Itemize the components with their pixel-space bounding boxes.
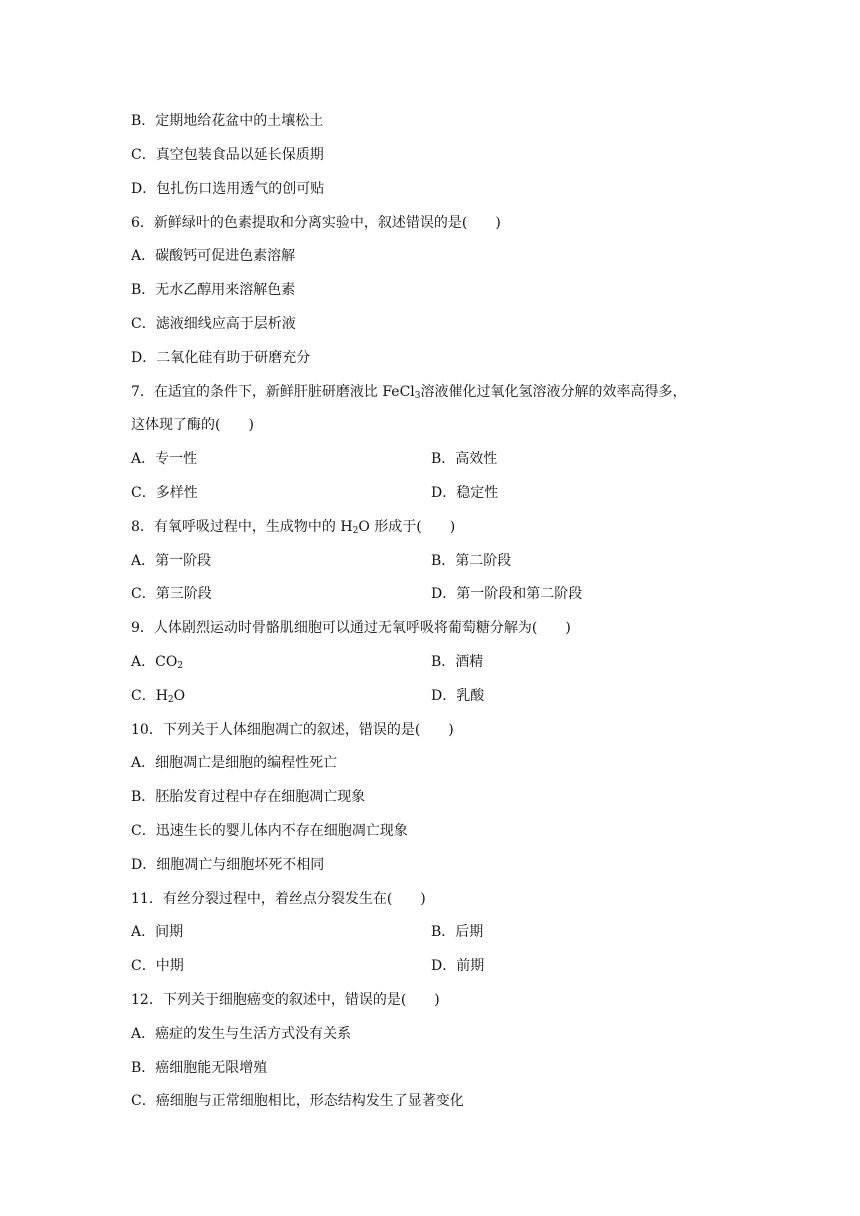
q7-option-b: B．高效性 (431, 451, 498, 467)
q9-option-a-text: A．CO (131, 654, 178, 670)
q7-stem-part2: 溶液催化过氧化氢溶液分解的效率高得多， (420, 384, 687, 400)
q11-option-c: C．中期 (131, 958, 184, 974)
q10-option-d: D．细胞凋亡与细胞坏死不相同 (131, 857, 325, 873)
q8-stem-part2: O 形成于( ) (358, 519, 456, 535)
q5-option-d: D．包扎伤口选用透气的创可贴 (131, 181, 325, 197)
q9-option-a-subscript: 2 (177, 661, 184, 671)
q7-stem-line2: 这体现了酶的( ) (131, 417, 254, 433)
q5-option-b: B．定期地给花盆中的土壤松土 (131, 113, 324, 129)
q11-option-b: B．后期 (431, 924, 484, 940)
q10-option-a: A．细胞凋亡是细胞的编程性死亡 (131, 755, 338, 771)
q9-option-c (131, 686, 185, 706)
q7-stem (131, 382, 687, 402)
q7-option-c: C．多样性 (131, 485, 198, 501)
q11-option-a: A．间期 (131, 924, 184, 940)
q7-option-a: A．专一性 (131, 451, 198, 467)
q9-option-c-subscript: 2 (167, 695, 174, 705)
q8-option-d: D．第一阶段和第二阶段 (431, 586, 583, 602)
q12-option-a: A．癌症的发生与生活方式没有关系 (131, 1026, 352, 1042)
q7-stem-subscript: 3 (414, 391, 421, 401)
q8-option-c: C．第三阶段 (131, 586, 212, 602)
q6-option-d: D．二氧化硅有助于研磨充分 (131, 350, 311, 366)
q12-stem: 12．下列关于细胞癌变的叙述中，错误的是( ) (131, 992, 440, 1008)
q11-option-d: D．前期 (431, 958, 485, 974)
q10-option-c: C．迅速生长的婴儿体内不存在细胞凋亡现象 (131, 823, 408, 839)
q10-option-b: B．胚胎发育过程中存在细胞凋亡现象 (131, 789, 366, 805)
q8-option-b: B．第二阶段 (431, 553, 512, 569)
q9-stem: 9．人体剧烈运动时骨骼肌细胞可以通过无氧呼吸将葡萄糖分解为( ) (131, 620, 571, 636)
q8-stem-part1: 8．有氧呼吸过程中，生成物中的 H (131, 519, 353, 535)
q7-option-d: D．稳定性 (431, 485, 499, 501)
q9-option-c-text2: O (173, 688, 186, 704)
q8-stem-subscript: 2 (352, 526, 359, 536)
q6-stem: 6．新鲜绿叶的色素提取和分离实验中，叙述错误的是( ) (131, 215, 501, 231)
q7-stem-part1: 7．在适宜的条件下，新鲜肝脏研磨液比 FeCl (131, 384, 415, 400)
q9-option-d: D．乳酸 (431, 688, 485, 704)
q9-option-a (131, 652, 183, 672)
q6-option-b: B．无水乙醇用来溶解色素 (131, 282, 296, 298)
q8-option-a: A．第一阶段 (131, 553, 212, 569)
q9-option-c-text: C．H (131, 688, 168, 704)
q9-option-b: B．酒精 (431, 654, 484, 670)
q6-option-a: A．碳酸钙可促进色素溶解 (131, 248, 296, 264)
q6-option-c: C．滤液细线应高于层析液 (131, 316, 296, 332)
q5-option-c: C．真空包装食品以延长保质期 (131, 147, 324, 163)
q12-option-b: B．癌细胞能无限增殖 (131, 1060, 268, 1076)
q8-stem (131, 517, 455, 537)
q10-stem: 10．下列关于人体细胞凋亡的叙述，错误的是( ) (131, 722, 454, 738)
q11-stem: 11．有丝分裂过程中，着丝点分裂发生在( ) (131, 891, 426, 907)
q12-option-c: C．癌细胞与正常细胞相比，形态结构发生了显著变化 (131, 1093, 464, 1109)
